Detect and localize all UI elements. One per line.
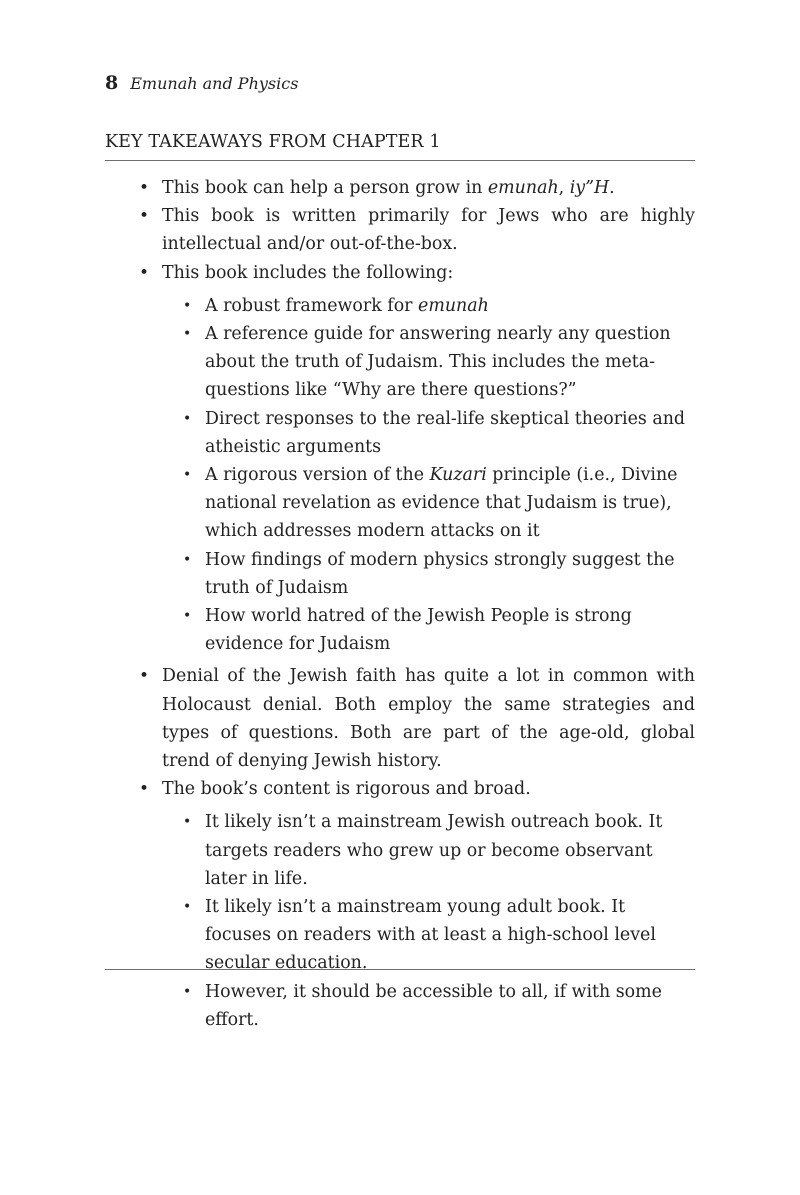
item-text: Denial of the Jewish faith has quite a lot in common with Holocaust denial. Both employ the same strategies and types of questions. Both are part of the age-old, global trend of denying Jewish history. bbox=[162, 666, 695, 772]
bullet-icon: • bbox=[139, 178, 150, 198]
sub-item-text: It likely isn’t a mainstream young adult book. It focuses on readers with at least a high-school level secular education. bbox=[205, 897, 656, 974]
sub-item bbox=[105, 546, 695, 602]
sub-item-text: A rigorous version of the bbox=[205, 465, 430, 486]
sub-list bbox=[162, 808, 695, 1034]
sub-item bbox=[105, 461, 695, 546]
sub-item bbox=[105, 320, 695, 405]
sub-item bbox=[105, 292, 695, 320]
sub-item-text: It likely isn’t a mainstream Jewish outreach book. It targets readers who grew up or become observant later in life. bbox=[205, 812, 663, 889]
bullet-icon: • bbox=[139, 666, 150, 687]
sub-item bbox=[105, 978, 695, 1034]
sub-item-text: How world hatred of the Jewish People is strong evidence for Judaism bbox=[205, 606, 632, 655]
sub-item-text: A reference guide for answering nearly any question about the truth of Judaism. This includes the meta-questions like “Why are there questions?” bbox=[205, 324, 671, 401]
item-text: The book’s content is rigorous and broad. bbox=[162, 779, 531, 800]
sub-item-text: A robust framework for bbox=[205, 295, 419, 316]
small-bullet-icon: • bbox=[183, 467, 192, 484]
small-bullet-icon: • bbox=[183, 983, 192, 1000]
item-text: This book is written primarily for Jews who are highly intellectual and/or out-of-the-box. bbox=[162, 206, 695, 255]
takeaway-item-3 bbox=[105, 259, 695, 659]
sub-item bbox=[105, 405, 695, 461]
small-bullet-icon: • bbox=[183, 326, 192, 343]
small-bullet-icon: • bbox=[183, 814, 192, 831]
sub-item-text: How findings of modern physics strongly suggest the truth of Judaism bbox=[205, 549, 675, 598]
small-bullet-icon: • bbox=[183, 551, 192, 568]
bottom-rule-divider bbox=[105, 969, 695, 970]
running-head bbox=[105, 72, 298, 94]
small-bullet-icon: • bbox=[183, 899, 192, 916]
takeaway-item-4 bbox=[105, 662, 695, 775]
takeaways-list bbox=[105, 174, 695, 1034]
sub-item-text-italic: Kuzari bbox=[429, 465, 487, 486]
sub-item-text-italic: emunah bbox=[418, 295, 489, 316]
takeaway-item-2 bbox=[105, 202, 695, 258]
sub-item-text: Direct responses to the real-life skeptical theories and atheistic arguments bbox=[205, 408, 686, 457]
small-bullet-icon: • bbox=[183, 608, 192, 625]
sub-list bbox=[162, 292, 695, 659]
bullet-icon: • bbox=[139, 262, 150, 283]
section-title: KEY TAKEAWAYS FROM CHAPTER 1 bbox=[105, 132, 441, 152]
item-text: This book can help a person grow in bbox=[162, 178, 488, 198]
item-text-italic: emunah bbox=[487, 178, 559, 198]
page-number: 8 bbox=[105, 72, 119, 94]
small-bullet-icon: • bbox=[183, 410, 192, 427]
sub-item bbox=[105, 893, 695, 978]
sub-item-text: principle (i.e., Divine national revelation as evidence that Judaism is true), which addresses modern attacks on it bbox=[205, 465, 678, 542]
sub-item bbox=[105, 602, 695, 658]
item-text: . bbox=[609, 178, 615, 198]
bullet-icon: • bbox=[139, 206, 150, 227]
takeaway-item-1 bbox=[105, 174, 695, 202]
takeaways-list-container bbox=[105, 174, 695, 1038]
item-text: , bbox=[558, 178, 570, 198]
sub-item-text: However, it should be accessible to all, if with some effort. bbox=[205, 981, 662, 1030]
top-rule-divider bbox=[105, 160, 695, 161]
book-title: Emunah and Physics bbox=[130, 74, 299, 93]
item-text: This book includes the following: bbox=[162, 262, 454, 283]
bullet-icon: • bbox=[139, 779, 150, 800]
small-bullet-icon: • bbox=[183, 297, 192, 314]
sub-item bbox=[105, 808, 695, 893]
takeaway-item-5 bbox=[105, 775, 695, 1034]
item-text-italic: iy”H bbox=[569, 178, 610, 198]
